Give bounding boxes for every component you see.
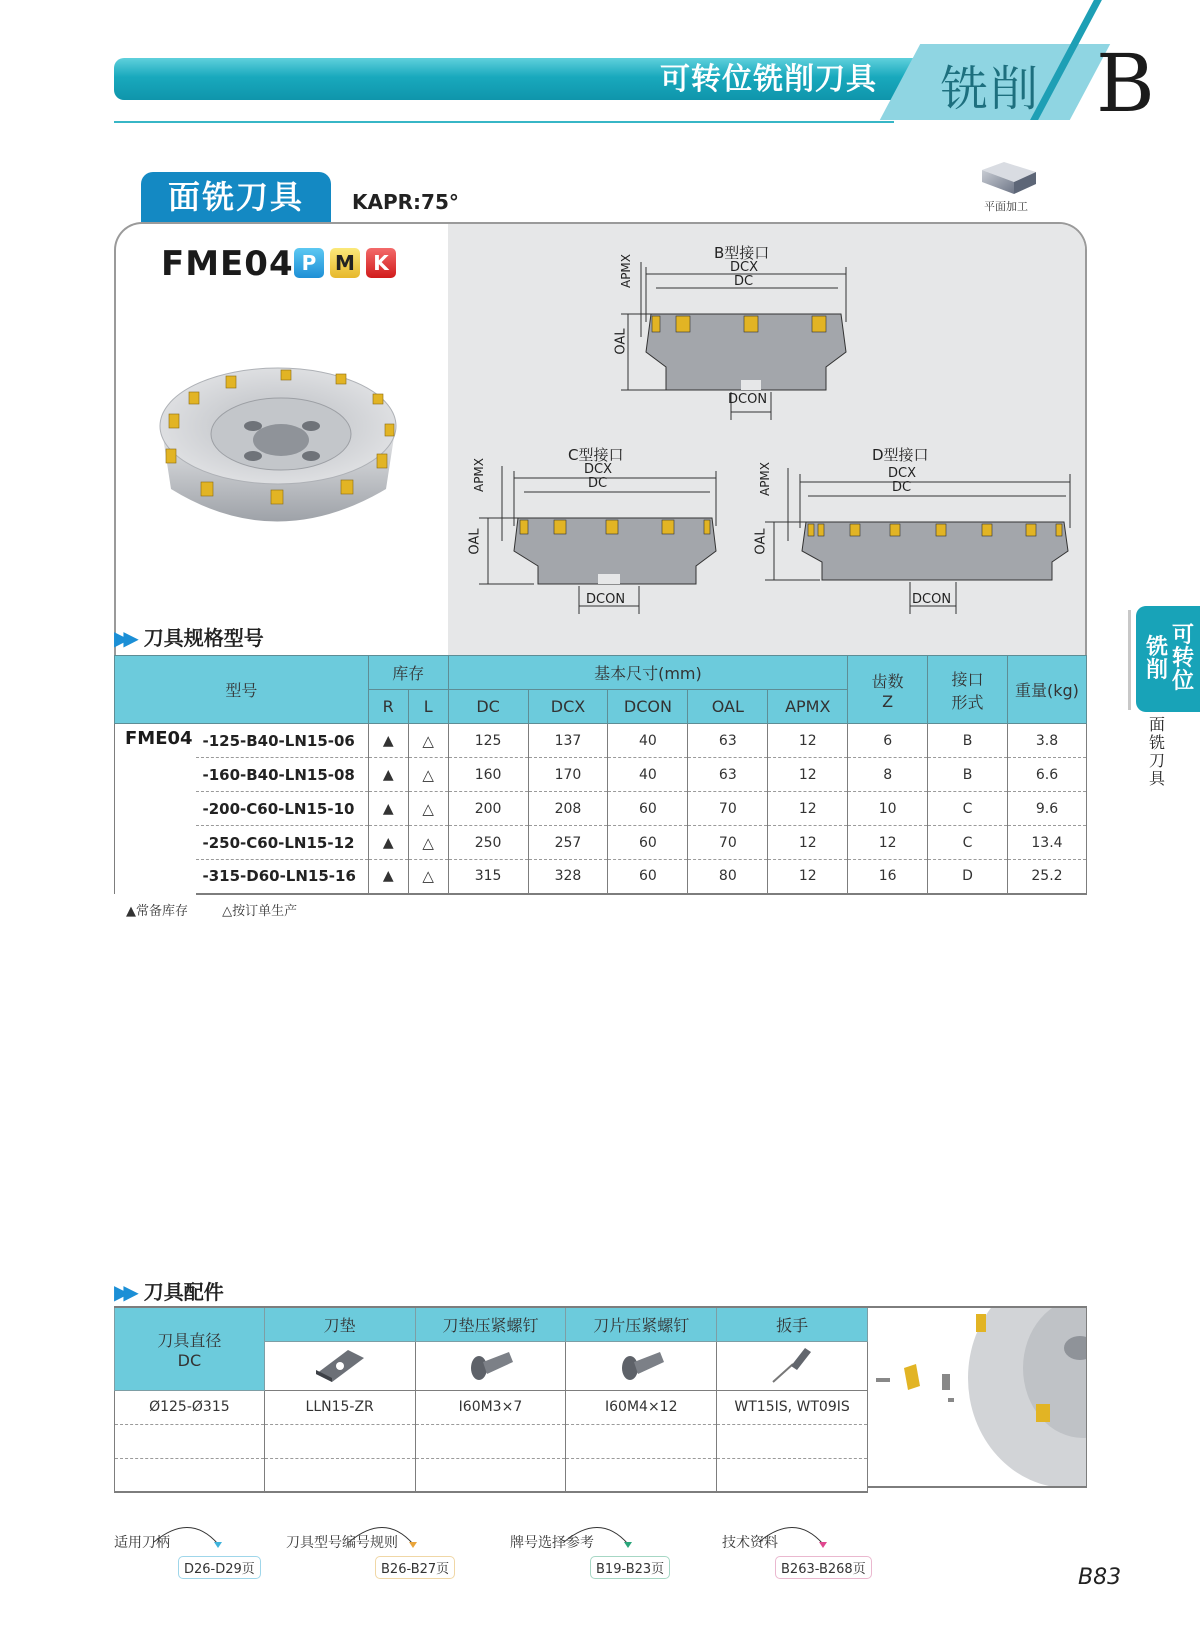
c-dc-label: DC — [588, 476, 608, 491]
cell-interface: D — [928, 860, 1008, 894]
cell-shim — [264, 1458, 415, 1492]
cell-apmx: 12 — [768, 724, 848, 758]
d-oal-label: OAL — [753, 528, 769, 555]
col-header-weight: 重量(kg) — [1007, 656, 1086, 724]
spec-table — [114, 655, 1087, 895]
cell-dc: 125 — [448, 724, 528, 758]
exploded-assembly-image — [868, 1306, 1087, 1488]
shim-screw-image-cell — [415, 1341, 566, 1390]
ref-link-grade[interactable]: B19-B23页 — [590, 1556, 670, 1579]
cell-z: 8 — [848, 758, 928, 792]
cell-oal: 63 — [688, 758, 768, 792]
stock-r-icon: ▲ — [368, 826, 408, 860]
col-header-dcx: DCX — [528, 690, 608, 724]
col-header-dc: DC — [448, 690, 528, 724]
cell-apmx: 12 — [768, 826, 848, 860]
face-mill-cutter-image — [141, 354, 411, 544]
cell-apmx: 12 — [768, 792, 848, 826]
model-code: -250-C60-LN15-12 — [196, 826, 368, 860]
cell-weight: 25.2 — [1007, 860, 1086, 894]
stock-l-icon: △ — [408, 792, 448, 826]
cell-dc: 200 — [448, 792, 528, 826]
cell-weight: 9.6 — [1007, 792, 1086, 826]
ref-link-numbering[interactable]: B26-B27页 — [375, 1556, 455, 1579]
stock-l-icon: △ — [408, 826, 448, 860]
material-badge-m: M — [330, 248, 360, 278]
table-row — [115, 792, 1087, 826]
b-interface-title: B型接口 — [714, 244, 770, 262]
ref-label-holder: 适用刀柄 — [114, 1535, 170, 1551]
acc-header-shim: 刀垫 — [264, 1307, 415, 1341]
cell-weight: 3.8 — [1007, 724, 1086, 758]
cell-insert-screw — [566, 1424, 717, 1458]
cell-dc: 250 — [448, 826, 528, 860]
stock-r-icon: ▲ — [368, 758, 408, 792]
acc-header-insert-screw: 刀片压紧螺钉 — [566, 1307, 717, 1341]
ref-label-grade: 牌号选择参考 — [510, 1535, 594, 1551]
col-header-stock: 库存 — [368, 656, 448, 690]
cell-oal: 80 — [688, 860, 768, 894]
header-rule — [114, 121, 894, 123]
cell-shim-screw — [415, 1424, 566, 1458]
spec-heading-text: 刀具规格型号 — [143, 626, 264, 650]
c-dcon-label: DCON — [586, 592, 626, 607]
cell-z: 16 — [848, 860, 928, 894]
b-oal-label: OAL — [613, 328, 629, 355]
cell-dcx: 328 — [528, 860, 608, 894]
b-apmx-label: APMX — [619, 253, 634, 289]
cell-wrench — [717, 1424, 868, 1458]
screw-icon — [465, 1344, 515, 1384]
spec-section-heading — [114, 622, 264, 651]
cell-dcon: 60 — [608, 860, 688, 894]
cell-diameter: Ø125-Ø315 — [115, 1390, 265, 1424]
c-oal-label: OAL — [467, 528, 483, 555]
cell-shim-screw — [415, 1458, 566, 1492]
stock-r-icon: ▲ — [368, 860, 408, 894]
table-row — [115, 1458, 868, 1492]
ref-link-holder[interactable]: D26-D29页 — [178, 1556, 261, 1579]
cell-interface: B — [928, 724, 1008, 758]
cell-dcon: 60 — [608, 826, 688, 860]
cell-dcon: 40 — [608, 758, 688, 792]
cell-z: 12 — [848, 826, 928, 860]
cell-oal: 63 — [688, 724, 768, 758]
cell-dcx: 170 — [528, 758, 608, 792]
table-row — [115, 860, 1087, 894]
table-row — [115, 724, 1087, 758]
side-subsection-label: 面铣刀具 — [1148, 715, 1165, 788]
col-header-teeth: 齿数 Z — [848, 656, 928, 724]
ref-label-tech: 技术资料 — [722, 1535, 778, 1551]
wrench-image-cell — [717, 1341, 868, 1390]
accessories-heading — [114, 1276, 224, 1305]
stock-l-icon: △ — [408, 758, 448, 792]
accessories-heading-text: 刀具配件 — [143, 1280, 224, 1304]
product-panel — [114, 222, 1087, 657]
d-dc-label: DC — [892, 480, 912, 495]
table-row — [115, 1424, 868, 1458]
section-tab: 面铣刀具 — [141, 172, 331, 222]
double-chevron-icon: ▶▶ — [114, 626, 133, 650]
cell-shim-screw: I60M3×7 — [415, 1390, 566, 1424]
col-header-dims: 基本尺寸(mm) — [448, 656, 848, 690]
double-chevron-icon: ▶▶ — [114, 1280, 133, 1304]
legend-made-to-order: △按订单生产 — [222, 904, 298, 919]
acc-header-wrench: 扳手 — [717, 1307, 868, 1341]
kapr-label: KAPR:75° — [352, 190, 459, 214]
flat-block-icon — [978, 160, 1038, 196]
cell-oal: 70 — [688, 826, 768, 860]
model-code: -125-B40-LN15-06 — [196, 724, 368, 758]
d-dcon-label: DCON — [912, 592, 952, 607]
stock-legend — [126, 900, 327, 919]
accessories-table — [114, 1306, 868, 1493]
stock-l-icon: △ — [408, 724, 448, 758]
model-code: -160-B40-LN15-08 — [196, 758, 368, 792]
col-header-oal: OAL — [688, 690, 768, 724]
cell-dc: 315 — [448, 860, 528, 894]
insert-screw-image-cell — [566, 1341, 717, 1390]
cell-shim: LLN15-ZR — [264, 1390, 415, 1424]
side-tab-bar — [1128, 610, 1131, 710]
col-header-dcon: DCON — [608, 690, 688, 724]
cell-oal: 70 — [688, 792, 768, 826]
side-tab-text-2: 铣削 — [1145, 635, 1168, 683]
material-badge-k: K — [366, 248, 396, 278]
exploded-cutter-icon — [868, 1308, 1087, 1488]
cell-dcx: 137 — [528, 724, 608, 758]
cell-interface: C — [928, 792, 1008, 826]
model-code: -200-C60-LN15-10 — [196, 792, 368, 826]
cell-wrench: WT15IS, WT09IS — [717, 1390, 868, 1424]
stock-r-icon: ▲ — [368, 724, 408, 758]
stock-l-icon: △ — [408, 860, 448, 894]
cell-diameter — [115, 1458, 265, 1492]
material-badge-p: P — [294, 248, 324, 278]
chapter-letter: B — [1096, 37, 1155, 130]
table-row — [115, 758, 1087, 792]
cell-insert-screw: I60M4×12 — [566, 1390, 717, 1424]
cell-weight: 13.4 — [1007, 826, 1086, 860]
col-header-l: L — [408, 690, 448, 724]
series-name: FME04 — [115, 724, 197, 894]
col-header-apmx: APMX — [768, 690, 848, 724]
cell-dcon: 60 — [608, 792, 688, 826]
screw-icon — [616, 1344, 666, 1384]
cell-shim — [264, 1424, 415, 1458]
category-label: 铣削 — [940, 61, 1041, 117]
c-interface-title: C型接口 — [568, 446, 624, 464]
ref-label-numbering: 刀具型号编号规则 — [286, 1535, 398, 1551]
acc-header-shim-screw: 刀垫压紧螺钉 — [415, 1307, 566, 1341]
b-dc-label: DC — [734, 274, 754, 289]
col-header-interface: 接口 形式 — [928, 656, 1008, 724]
cell-dcx: 257 — [528, 826, 608, 860]
cell-z: 10 — [848, 792, 928, 826]
b-dcon-label: DCON — [728, 392, 768, 407]
d-dcx-label: DCX — [888, 466, 916, 481]
cell-apmx: 12 — [768, 758, 848, 792]
d-apmx-label: APMX — [758, 461, 773, 497]
section-title: 可转位铣削刀具 — [660, 62, 877, 97]
ref-link-tech[interactable]: B263-B268页 — [775, 1556, 872, 1579]
cell-dcon: 40 — [608, 724, 688, 758]
cell-weight: 6.6 — [1007, 758, 1086, 792]
shim-icon — [310, 1344, 370, 1384]
stock-r-icon: ▲ — [368, 792, 408, 826]
cell-z: 6 — [848, 724, 928, 758]
cell-wrench — [717, 1458, 868, 1492]
acc-header-diameter: 刀具直径 DC — [115, 1307, 265, 1390]
model-title: FME04 — [161, 244, 294, 284]
shim-image-cell — [264, 1341, 415, 1390]
wrench-icon — [767, 1342, 817, 1386]
col-header-model: 型号 — [115, 656, 369, 724]
side-tab-text-1: 可转位 — [1171, 623, 1194, 694]
table-row — [115, 826, 1087, 860]
side-chapter-tab[interactable] — [1136, 606, 1200, 712]
col-header-r: R — [368, 690, 408, 724]
cell-interface: C — [928, 826, 1008, 860]
machining-type-label: 平面加工 — [984, 200, 1028, 213]
c-apmx-label: APMX — [472, 457, 487, 493]
cell-apmx: 12 — [768, 860, 848, 894]
cell-dc: 160 — [448, 758, 528, 792]
c-dcx-label: DCX — [584, 462, 612, 477]
legend-in-stock: ▲常备库存 — [126, 904, 188, 919]
model-code: -315-D60-LN15-16 — [196, 860, 368, 894]
cell-dcx: 208 — [528, 792, 608, 826]
cell-diameter — [115, 1424, 265, 1458]
table-row — [115, 1390, 868, 1424]
cell-interface: B — [928, 758, 1008, 792]
b-dcx-label: DCX — [730, 260, 758, 275]
cell-insert-screw — [566, 1458, 717, 1492]
d-interface-title: D型接口 — [872, 446, 929, 464]
page-number: B83 — [1078, 1565, 1122, 1590]
